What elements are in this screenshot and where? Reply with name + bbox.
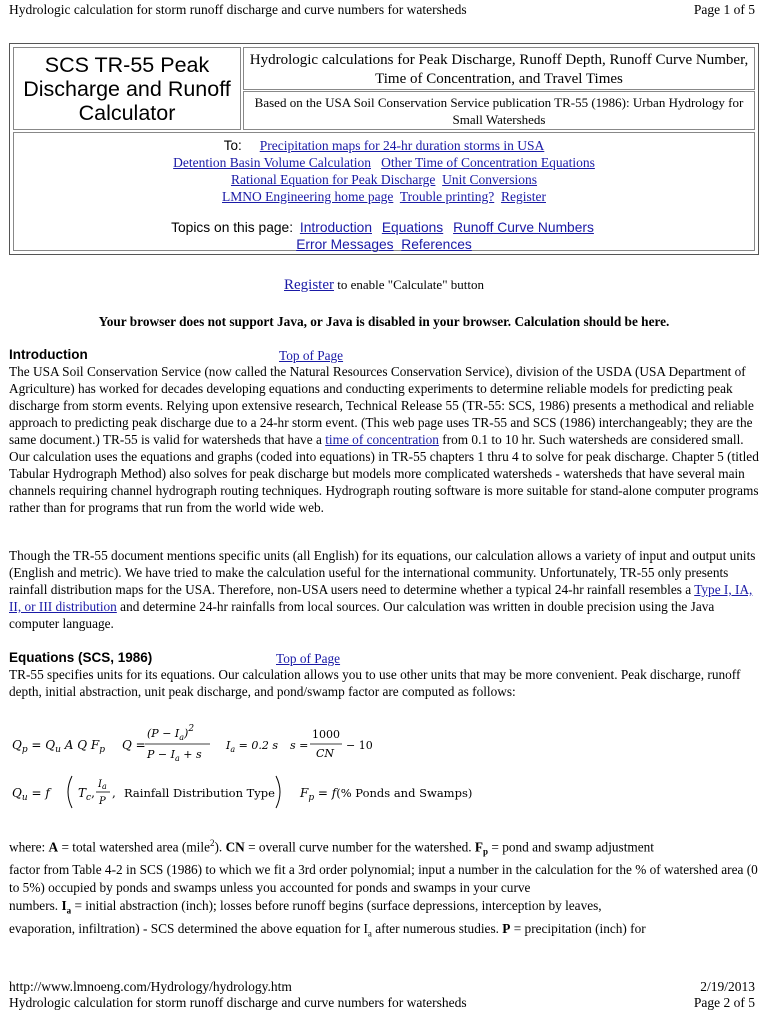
distribution-type-link[interactable]: Type I, IA, II, or III distribution	[9, 582, 753, 614]
java-disabled-message: Your browser does not support Java, or Java is disabled in your browser. Calculation should be here.	[98, 314, 670, 329]
eq-q-numerator: $(P - I_a)^2$	[147, 724, 195, 742]
where-line-2: factor from Table 4-2 in SCS (1986) to which we fit a 3rd order polynomial; input a number in the calculation for the % of watershed area (0 to 5%) occupied by ponds and swamps unless you accounted for ponds and swamps in your curve	[9, 862, 758, 896]
register-link[interactable]: Register	[284, 277, 335, 293]
topics-label: Topics on this page:	[171, 220, 294, 235]
equations-intro: TR-55 specifies units for its equations. Our calculation allows you to use other units that may be more convenient. Peak discharge, runoff depth, initial abstraction, unit peak discharge, and pond/swamp factor are computed as follows:	[9, 667, 741, 699]
intro-p2-text-b: and determine 24-hr rainfalls from local sources. Our calculation was written in double precision using the Java computer language.	[9, 599, 715, 631]
print-footer-date: 2/19/2013	[700, 979, 755, 994]
tool-title: SCS TR-55 Peak Discharge and Runoff Calculator	[23, 52, 231, 125]
introduction-paragraph-1	[9, 363, 761, 516]
introduction-paragraph-2	[9, 547, 761, 632]
navigation-cell	[13, 132, 755, 251]
where-definitions	[9, 834, 761, 942]
eq-tc: $T_c$,	[78, 786, 95, 803]
topic-introduction[interactable]: Introduction	[299, 220, 372, 235]
print-header-title: Hydrologic calculation for storm runoff discharge and curve numbers for watersheds	[9, 2, 467, 17]
eq-s: s =	[290, 739, 309, 752]
register-line	[0, 276, 768, 294]
link-precipitation-maps[interactable]: Precipitation maps for 24-hr duration storms in USA	[259, 138, 545, 153]
topic-references[interactable]: References	[401, 237, 472, 252]
topic-runoff-curve-numbers[interactable]: Runoff Curve Numbers	[453, 220, 594, 235]
print-footer-page-number: Page 2 of 5	[693, 995, 755, 1010]
tool-title-cell	[13, 47, 241, 130]
print-header-page-number: Page 1 of 5	[693, 2, 755, 17]
calculator-header-table	[9, 43, 759, 255]
link-lmno-home[interactable]: LMNO Engineering home page	[222, 189, 394, 204]
eq-q: Q =	[122, 738, 146, 752]
register-text: to enable "Calculate" button	[334, 277, 484, 292]
eq-qu: $Q_u = f$	[12, 786, 50, 803]
eq-fp: $F_p = f(\%$ Ponds and Swamps)	[300, 786, 473, 803]
where-line-3: numbers. $I_a$ = initial abstraction (inch); losses before runoff begins (surface depressions, interception by leaves,	[9, 898, 602, 916]
eq-comma: ,	[112, 786, 116, 800]
tool-description: Hydrologic calculations for Peak Discharge, Runoff Depth, Runoff Curve Number, Time of Concentration, and Travel Times	[243, 47, 755, 90]
eq-ia-frac-den: P	[99, 796, 106, 807]
eq-ia-frac-num: $I_a$	[98, 779, 107, 791]
intro-p1-text-b: from 0.1 to 10 hr. Such watersheds are considered small. Our calculation uses the equations and graphs (coded into equations) in TR-55 chapters 1 thru 4 to solve for peak discharge. Chapter 5 (titled Tabular Hydrograph Method) also solves for peak discharge but models more complicated watersheds - watersheds that have several main channels requiring channel hydrograph routing techniques. Hydrograph routing software is more suitable for stand-alone computer programs rather than for programs that run from the world wide web.	[9, 432, 759, 515]
print-footer-url: http://www.lmnoeng.com/Hydrology/hydrology.htm	[9, 979, 292, 994]
link-rational-equation[interactable]: Rational Equation for Peak Discharge	[230, 172, 436, 187]
to-label: To:	[223, 138, 242, 153]
link-time-of-concentration-equations[interactable]: Other Time of Concentration Equations	[381, 155, 595, 170]
link-detention-basin[interactable]: Detention Basin Volume Calculation	[173, 155, 371, 170]
link-trouble-printing[interactable]: Trouble printing?	[399, 189, 495, 204]
eq-s-denominator: CN	[316, 747, 335, 760]
eq-q-denominator: $P - I_a + s$	[147, 748, 202, 763]
eq-qp: $Q_p = Q_u$ A Q $F_p$	[12, 738, 105, 755]
equations-heading: Equations (SCS, 1986)	[9, 650, 153, 665]
intro-p1-text-a: The USA Soil Conservation Service (now called the Natural Resources Conservation Service), division of the USDA (USA Department of Agriculture) has worked for decades developing equations and conducting experiments to determine reliable models for predicting peak discharge from storm events. Relying upon extensive research, Technical Release 55 (TR-55: SCS, 1986) presents a methodical and reliable approach to predicting peak discharge due to a 24-hr storm event. (This web page uses TR-55 and SCS (1986) interchangeably; they are the same document.) TR-55 is valid for watersheds that have a	[9, 364, 754, 447]
where-line-4: evaporation, infiltration) - SCS determined the above equation for $I_a$ after numerous studies. P = precipitation (inch) for	[9, 920, 646, 939]
where-line-1: where: A = total watershed area (mile$^2$). CN = overall curve number for the watershed. $F_p$ = pond and swamp adjustment	[9, 838, 654, 858]
topic-error-messages[interactable]: Error Messages	[296, 237, 394, 252]
link-register[interactable]: Register	[500, 189, 546, 204]
intro-p2-text-a: Though the TR-55 document mentions specific units (all English) for its equations, our calculation allows a variety of input and output units (English and metric). We have tried to make the calculation useful for the international community. Unfortunately, TR-55 only presents rainfall distribution maps for the USA. Therefore, non-USA users need to determine whether a typical 24-hr rainfall resembles a	[9, 548, 756, 597]
eq-rainfall-type: Rainfall Distribution Type	[124, 786, 275, 800]
tool-source-note: Based on the USA Soil Conservation Service publication TR-55 (1986): Urban Hydrology for Small Watersheds	[243, 91, 755, 130]
print-footer-title: Hydrologic calculation for storm runoff discharge and curve numbers for watersheds	[9, 995, 467, 1010]
equations-figure	[10, 720, 490, 820]
eq-s-tail: − 10	[346, 739, 373, 752]
time-of-concentration-link[interactable]: time of concentration	[325, 432, 439, 447]
equations-top-of-page-link[interactable]: Top of Page	[276, 651, 341, 666]
link-unit-conversions[interactable]: Unit Conversions	[442, 172, 538, 187]
eq-ia: $I_a = 0.2$ s	[226, 739, 278, 754]
introduction-heading: Introduction	[9, 347, 88, 362]
eq-s-numerator: 1000	[312, 728, 340, 741]
topic-equations[interactable]: Equations	[381, 220, 444, 235]
introduction-top-of-page-link[interactable]: Top of Page	[279, 348, 344, 363]
